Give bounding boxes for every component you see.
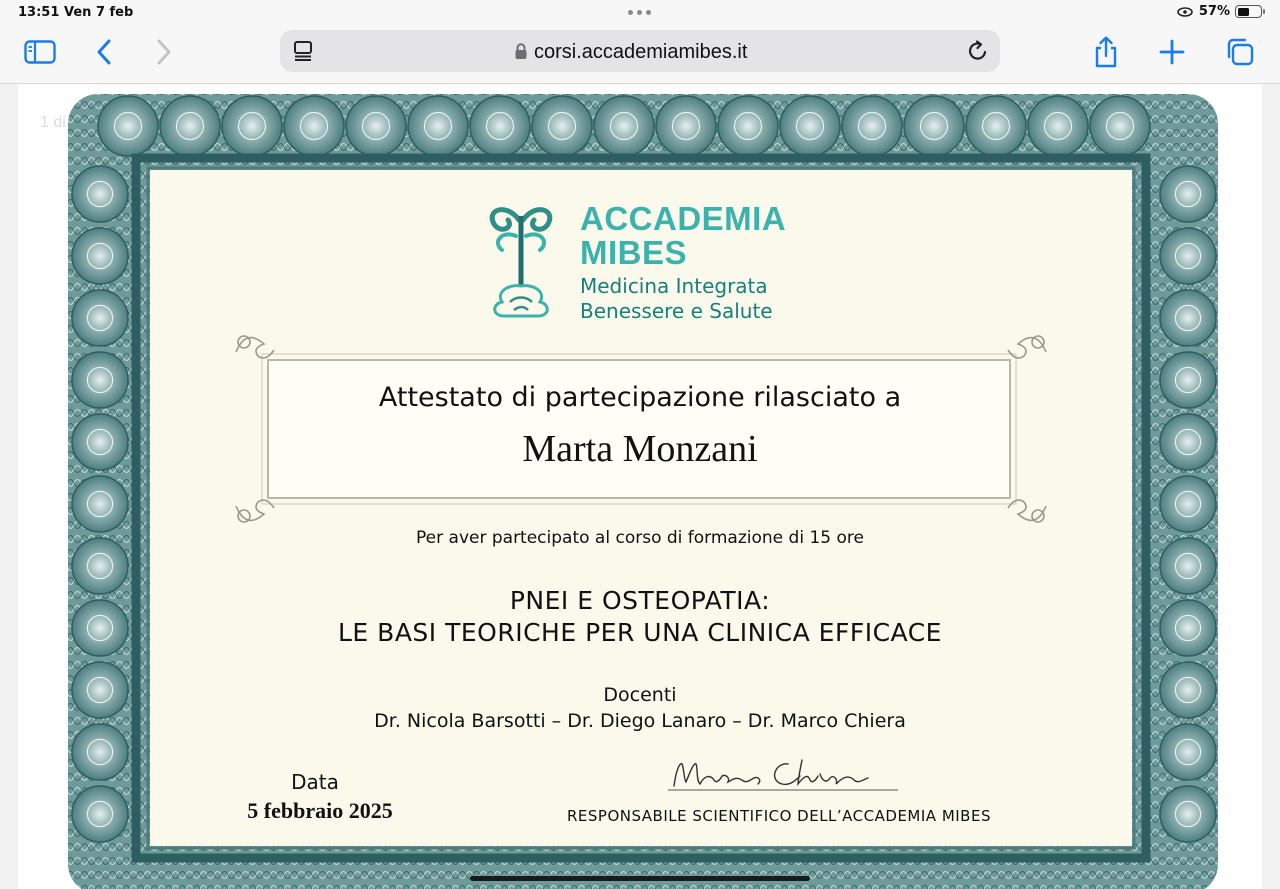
forward-button[interactable] [144, 36, 184, 68]
certificate-heading: Attestato di partecipazione rilasciato a [378, 382, 902, 413]
battery-percentage: 57% [1198, 4, 1230, 19]
battery-icon [1235, 5, 1262, 18]
status-time: 13:51 [18, 5, 60, 20]
browser-toolbar [0, 26, 1280, 84]
battery-level [1238, 8, 1250, 16]
status-bar [0, 0, 1280, 26]
address-bar[interactable] [280, 30, 1000, 72]
status-indicators [1176, 4, 1262, 19]
pdf-page[interactable] [18, 84, 1262, 889]
logo-title-line1: ACCADEMIA [580, 200, 787, 237]
home-indicator[interactable] [470, 876, 810, 881]
signature-image [658, 750, 908, 802]
tabs-icon [1225, 37, 1255, 67]
tree-brain-logo-icon [486, 202, 556, 322]
page-indicator: 1 di [40, 114, 66, 131]
new-tab-button[interactable] [1152, 36, 1192, 68]
tabs-overview-button[interactable] [1220, 36, 1260, 68]
share-icon [1093, 36, 1119, 68]
url-text[interactable]: corsi.accademiamibes.it [534, 41, 748, 63]
logo-tagline-line2: Benessere e Salute [580, 299, 773, 323]
plus-icon [1159, 39, 1185, 65]
sidebar-button[interactable] [20, 36, 60, 68]
logo-title-line2: MIBES [580, 234, 688, 271]
page-menu-icon[interactable] [292, 40, 314, 62]
lock-icon [514, 43, 528, 60]
sidebar-icon [24, 40, 56, 64]
screen-mirroring-icon [1176, 6, 1194, 18]
accademia-mibes-logo [486, 202, 816, 332]
logo-tagline-line1: Medicina Integrata [580, 274, 768, 298]
chevron-right-icon [156, 39, 172, 65]
course-intro: Per aver partecipato al corso di formazione di 15 ore [416, 528, 864, 548]
reload-icon[interactable] [966, 39, 990, 63]
teachers-list: Dr. Nicola Barsotti – Dr. Diego Lanaro – Dr. Marco Chiera [374, 710, 906, 732]
teachers-label: Docenti [603, 684, 677, 706]
chevron-left-icon [96, 39, 112, 65]
course-title-line2: LE BASI TEORICHE PER UNA CLINICA EFFICACE [338, 618, 942, 647]
share-button[interactable] [1086, 36, 1126, 68]
status-date: Ven 7 feb [64, 5, 134, 20]
signer-role: RESPONSABILE SCIENTIFICO DELL’ACCADEMIA MIBES [567, 807, 991, 825]
course-title-line1: PNEI E OSTEOPATIA: [509, 586, 771, 615]
back-button[interactable] [84, 36, 124, 68]
date-value: 5 febbraio 2025 [247, 798, 393, 823]
recipient-name: Marta Monzani [522, 428, 758, 470]
date-label: Data [291, 770, 339, 794]
multitasking-dots-icon[interactable] [628, 10, 651, 15]
